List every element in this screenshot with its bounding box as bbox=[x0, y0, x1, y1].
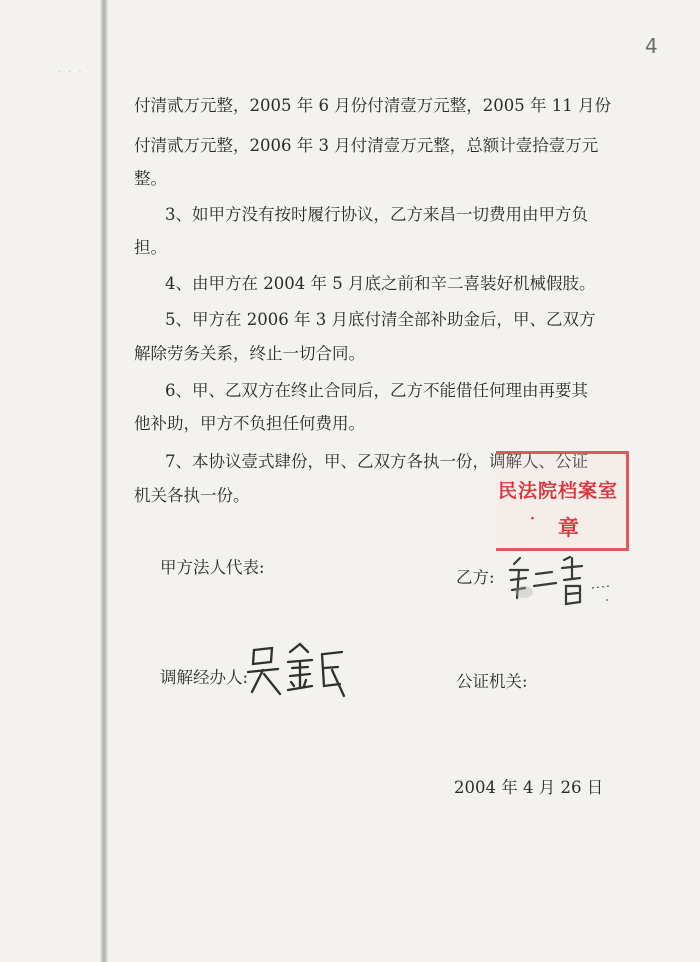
mediator-signature bbox=[244, 640, 350, 702]
body-line-2: 付清贰万元整，2006 年 3 月付清壹万元整，总额计壹拾壹万元 bbox=[134, 136, 599, 155]
clause-3: 3、如甲方没有按时履行协议，乙方来昌一切费用由甲方负 bbox=[165, 205, 588, 224]
seal-dot: · bbox=[530, 511, 535, 527]
body-line-3: 整。 bbox=[134, 169, 167, 188]
seal-text-line2: 章 bbox=[558, 516, 579, 540]
party-b-label: 乙方: bbox=[456, 568, 495, 587]
notary-label: 公证机关: bbox=[456, 672, 528, 691]
clause-7-cont: 机关各执一份。 bbox=[134, 486, 250, 505]
clause-7: 7、本协议壹式肆份，甲、乙双方各执一份，调解人、公证 bbox=[165, 452, 588, 471]
mediator-label: 调解经办人: bbox=[160, 668, 249, 687]
official-seal-stamp bbox=[496, 451, 630, 547]
document-date: 2004 年 4 月 26 日 bbox=[454, 778, 604, 797]
clause-4: 4、由甲方在 2004 年 5 月底之前和辛二喜装好机械假肢。 bbox=[165, 274, 596, 293]
clause-6: 6、甲、乙双方在终止合同后，乙方不能借任何理由再要其 bbox=[165, 381, 588, 400]
margin-marks: · · · bbox=[58, 68, 85, 76]
clause-3-cont: 担。 bbox=[134, 238, 167, 257]
clause-6-cont: 他补助，甲方不负担任何费用。 bbox=[134, 414, 365, 433]
party-b-signature bbox=[502, 548, 614, 614]
party-a-label: 甲方法人代表: bbox=[160, 558, 265, 577]
seal-text-line1: 民法院档案室 bbox=[498, 480, 619, 502]
binding-shadow bbox=[100, 0, 108, 962]
clause-5-cont: 解除劳务关系，终止一切合同。 bbox=[134, 344, 365, 363]
body-line-1: 付清贰万元整，2005 年 6 月份付清壹万元整，2005 年 11 月份 bbox=[134, 96, 611, 115]
page-number-mark: 4 bbox=[645, 34, 658, 58]
clause-5: 5、甲方在 2006 年 3 月底付清全部补助金后，甲、乙双方 bbox=[165, 310, 596, 329]
